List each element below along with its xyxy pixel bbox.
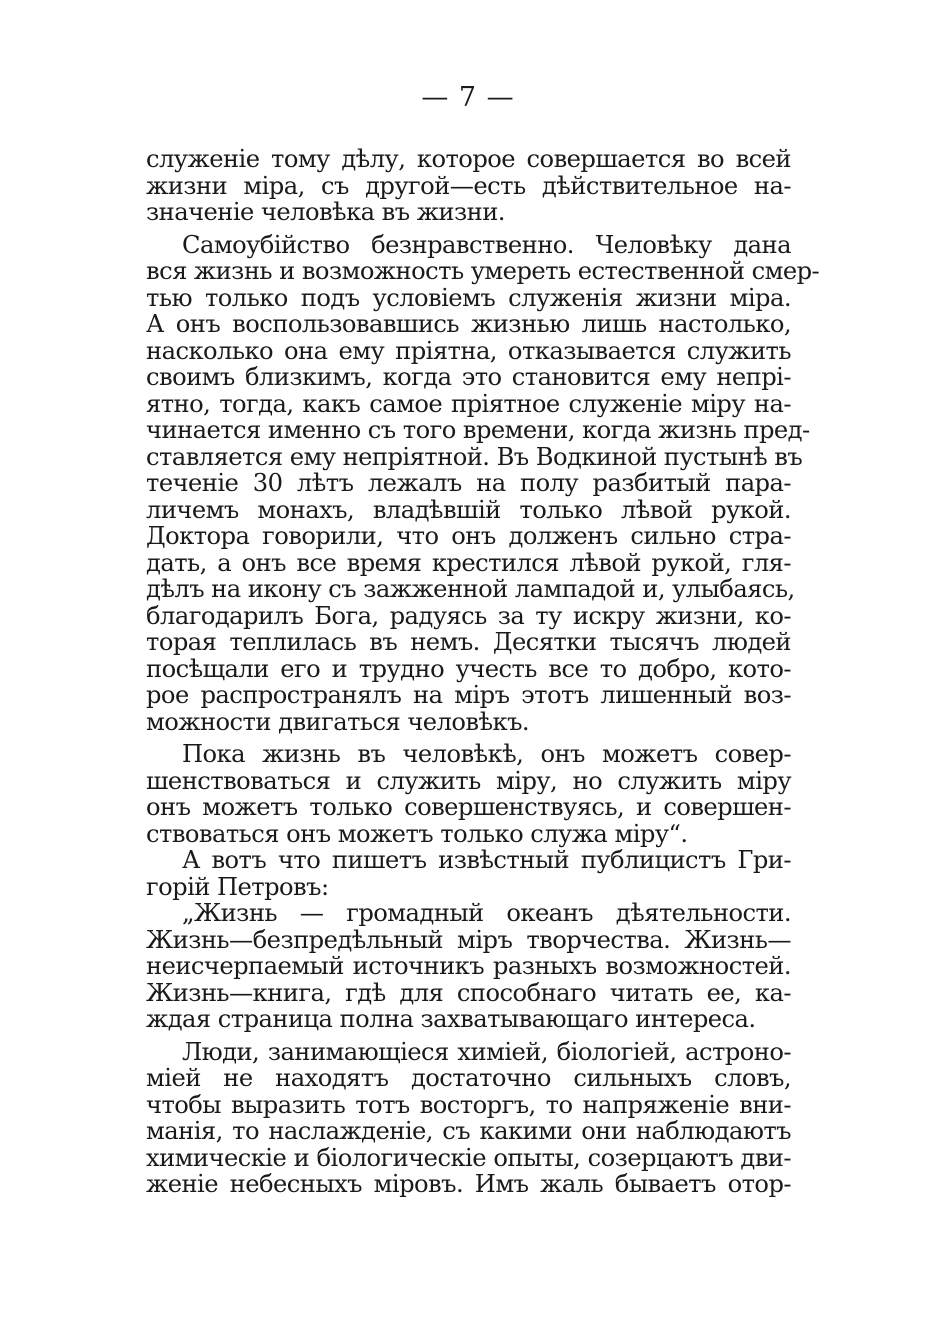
body-text [146, 145, 820, 1198]
text-line: Люди, занимающіеся химіей, біологіей, астроно- [182, 1037, 791, 1066]
text-line: Самоубійство безнравственно. Человѣку дана [182, 230, 791, 259]
text-line: ятно, тогда, какъ самое пріятное служеніе міру на- [146, 389, 791, 418]
text-line: личемъ монахъ, владѣвшій только лѣвой рукой. [146, 495, 791, 524]
text-line: теченіе 30 лѣтъ лежалъ на полу разбитый пара- [146, 469, 791, 497]
text-line: ждая страница полна захватывающаго интереса. [146, 1005, 756, 1033]
text-line: насколько она ему пріятна, отказывается служить [146, 336, 791, 365]
text-line: можности двигаться человѣкъ. [146, 707, 530, 736]
paragraph-2 [146, 230, 820, 736]
text-line: Пока жизнь въ человѣкѣ, онъ можетъ совер- [182, 740, 791, 768]
text-line: Жизнь—безпредѣльный міръ творчества. Жизнь— [146, 925, 791, 954]
paragraph-3 [146, 741, 791, 847]
text-line: А онъ воспользовавшись жизнью лишь настолько, [146, 310, 791, 338]
text-line: значеніе человѣка въ жизни. [146, 198, 505, 226]
text-line: горій Петровъ: [146, 872, 329, 901]
text-line: чтобы выразить тотъ восторгъ, то напряженіе вни- [146, 1090, 791, 1119]
text-line: химическіе и біологическіе опыты, созерцаютъ дви- [146, 1143, 791, 1172]
paragraph-5-quote [146, 900, 791, 1033]
text-line: ставляется ему непріятной. Въ Водкиной пустынѣ въ [146, 442, 803, 471]
text-line: міей не находятъ достаточно сильныхъ словъ, [146, 1064, 791, 1092]
text-line: „Жизнь — громадный океанъ дѣятельности. [182, 899, 791, 927]
page-number: — 7 — [421, 82, 515, 113]
text-line: посѣщали его и трудно учесть все то добро, кото- [146, 654, 791, 683]
text-line: женіе небесныхъ міровъ. Имъ жаль бываетъ отор- [146, 1170, 791, 1198]
text-line: ствоваться онъ можетъ только служа міру“. [146, 819, 688, 848]
paragraph-4 [146, 847, 791, 900]
text-line: Жизнь—книга, гдѣ для способнаго читать ее, ка- [146, 978, 791, 1007]
text-line: неисчерпаемый источникъ разныхъ возможностей. [146, 952, 791, 980]
text-line: онъ можетъ только совершенствуясь, и совершен- [146, 793, 791, 821]
text-line: тью только подъ условіемъ служенія жизни міра. [146, 283, 791, 312]
text-line: дѣлъ на икону съ зажженной лампадой и, улыбаясь, [146, 575, 795, 603]
paragraph-1 [146, 146, 791, 226]
text-line: рое распространялъ на міръ этотъ лишенный воз- [146, 681, 791, 709]
text-line: благодарилъ Бога, радуясь за ту искру жизни, ко- [146, 601, 791, 630]
text-line: чинается именно съ того времени, когда жизнь пред- [146, 416, 810, 444]
text-line: манія, то наслажденіе, съ какими они наблюдаютъ [146, 1117, 791, 1145]
text-line: Доктора говорили, что онъ долженъ сильно стра- [146, 522, 791, 550]
text-line: своимъ близкимъ, когда это становится ему непрі- [146, 363, 791, 391]
text-line: шенствоваться и служить міру, но служить міру [146, 766, 791, 795]
text-line: вся жизнь и возможность умереть естественной смер- [146, 257, 820, 285]
text-line: служеніе тому дѣлу, которое совершается во всей [146, 145, 791, 173]
text-line: А вотъ что пишетъ извѣстный публицистъ Гри- [182, 846, 791, 874]
text-line: торая теплилась въ немъ. Десятки тысячъ людей [146, 628, 791, 656]
paragraph-6 [146, 1039, 791, 1198]
text-line: дать, а онъ все время крестился лѣвой рукой, гля- [146, 548, 791, 577]
text-line: жизни міра, съ другой—есть дѣйствительное на- [146, 171, 791, 200]
